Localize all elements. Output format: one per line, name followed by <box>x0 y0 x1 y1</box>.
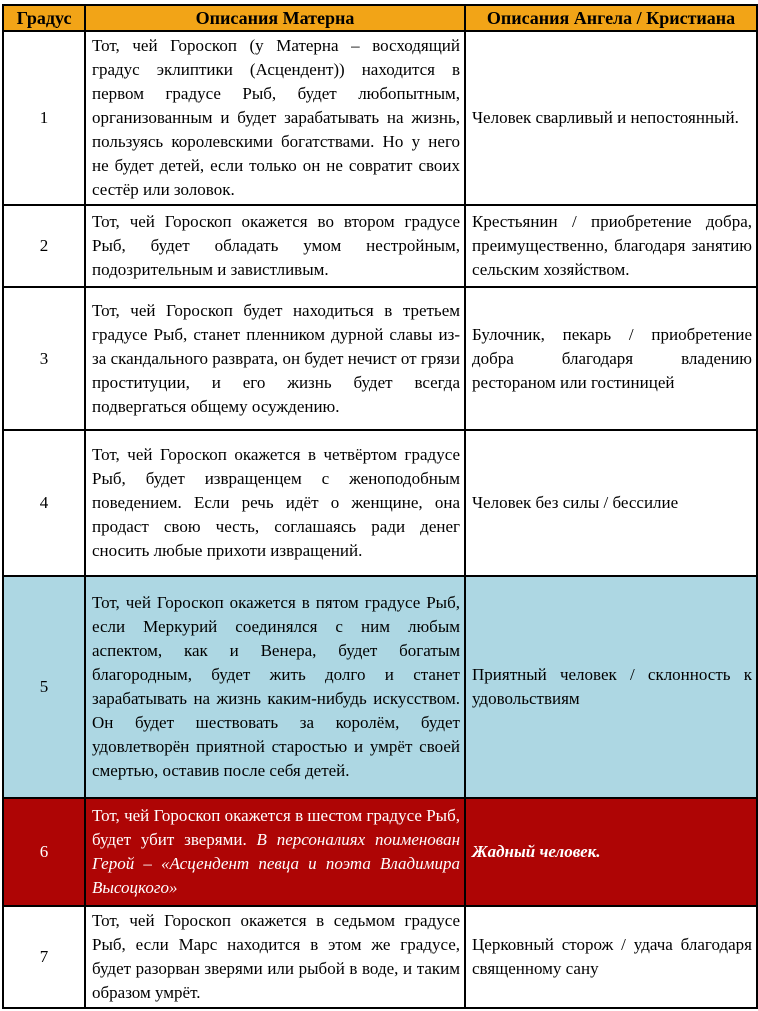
degree-cell: 5 <box>3 576 85 798</box>
table-row-degree-2 <box>3 205 757 287</box>
table-row-degree-6-highlighted-red <box>3 798 757 906</box>
matern-description-cell <box>85 576 465 798</box>
degree-cell: 3 <box>3 287 85 430</box>
matern-description-cell <box>85 205 465 287</box>
matern-description-cell <box>85 31 465 205</box>
matern-description-cell <box>85 906 465 1008</box>
matern-description-cell <box>85 430 465 576</box>
table-row-degree-7 <box>3 906 757 1008</box>
column-header-angel: Описания Ангела / Кристиана <box>465 5 757 31</box>
angel-description-cell: Церковный сторож / удача благодаря священному сану <box>465 906 757 1008</box>
matern-description-cell <box>85 798 465 906</box>
matern-text-italic-note: В персоналиях поименован Герой – «Асцендент певца и поэта Владимира Высоцкого» <box>92 830 461 897</box>
matern-text: Тот, чей Гороскоп будет находиться в третьем градусе Рыб, станет пленником дурной славы из-за скандального разврата, он будет нечист от грязи проституции, и его жизнь будет всегда подвергаться общему осуждению. <box>92 300 460 416</box>
degree-cell: 6 <box>3 798 85 906</box>
angel-description-cell: Булочник, пекарь / приобретение добра благодаря владению рестораном или гостиницей <box>465 287 757 430</box>
matern-text: Тот, чей Гороскоп окажется в шестом градусе Рыб, будет убит зверями. <box>92 806 460 849</box>
matern-text: Тот, чей Гороскоп окажется в пятом градусе Рыб, если Меркурий соединялся с ним любым аспектом, как и Венера, будет богатым благородным, будет жить долго и станет зарабатывать на жизнь каким-нибудь искусством. Он будет шествовать за королём, будет удовлетворён приятной старостью и умрёт своей смертью, оставив после себя детей. <box>92 593 460 780</box>
degree-cell: 4 <box>3 430 85 576</box>
degree-cell: 1 <box>3 31 85 205</box>
matern-text: Тот, чей Гороскоп (у Матерна – восходящий градус эклиптики (Асцендент)) находится в первом градусе Рыб, будет любопытным, организованным и будет зарабатывать на жизнь, пользуясь королевскими богатствами. Но у него не будет детей, если только он не совратит своих сестёр или золовок. <box>92 36 460 199</box>
degree-cell: 7 <box>3 906 85 1008</box>
table-row-degree-5-highlighted-blue <box>3 576 757 798</box>
astrology-degrees-table <box>2 4 758 1009</box>
matern-description-cell <box>85 287 465 430</box>
header-row <box>3 5 757 31</box>
table-row-degree-1 <box>3 31 757 205</box>
column-header-matern: Описания Матерна <box>85 5 465 31</box>
matern-text: Тот, чей Гороскоп окажется во втором градусе Рыб, будет обладать умом нестройным, подозрительным и завистливым. <box>92 212 460 279</box>
table-row-degree-4 <box>3 430 757 576</box>
angel-description-cell: Жадный человек. <box>465 798 757 906</box>
column-header-degree: Градус <box>3 5 85 31</box>
matern-text: Тот, чей Гороскоп окажется в седьмом градусе Рыб, если Марс находится в этом же градусе, будет разорван зверями или рыбой в воде, и таким образом умрёт. <box>92 911 460 1002</box>
angel-description-cell: Человек без силы / бессилие <box>465 430 757 576</box>
table-row-degree-3 <box>3 287 757 430</box>
angel-description-cell: Крестьянин / приобретение добра, преимущественно, благодаря занятию сельским хозяйством. <box>465 205 757 287</box>
degree-cell: 2 <box>3 205 85 287</box>
angel-description-cell: Приятный человек / склонность к удовольствиям <box>465 576 757 798</box>
angel-description-cell: Человек сварливый и непостоянный. <box>465 31 757 205</box>
matern-text: Тот, чей Гороскоп окажется в четвёртом градусе Рыб, будет извращенцем с женоподобным поведением. Если речь идёт о женщине, она продаст свою честь, соглашаясь ради денег сносить любые прихоти извращений. <box>92 445 460 560</box>
